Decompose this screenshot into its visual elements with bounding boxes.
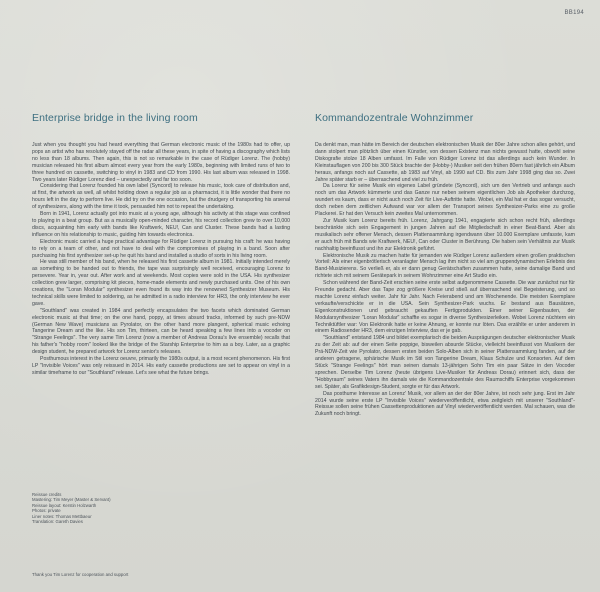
german-column [315,112,575,418]
reissue-credits [32,492,182,524]
thanks-line: Thank you Tim Lorenz for cooperation and support [32,572,129,577]
credit-line: Reissue credits [32,492,62,497]
german-paragraph: Zur Musik kam Lorenz bereits früh. Lorenz, Jahrgang 1941, engagierte sich schon recht früh, allerdings beschränkte sich sein Engagement in jungen Jahren auf die Mitgliedschaft in einer Beat-Band. Aber als musikalisch sehr offener Mensch, dessen Plattensammlung irgendwann über 10.000 Exemplare umfasste, kam er auch früh mit Bands wie Kraftwerk, NEU!, Can oder Cluster in Berührung. Die haben sein Verhältnis zur Musik nachhaltig beeinflusst und ihn zur Elektronik geführt. [315,217,575,252]
credit-line: Translation: Gareth Davies [32,519,83,525]
credit-line: Photos: private [32,508,61,514]
english-paragraph: "Southland" was created in 1984 and perfectly encapsulates the two facets which dominated German electronic music at that time; on the one hand, poppy, at times absurd tracks, informed by such pre-NDW (German New Wave) musicians as Pyrolator, on the other hand more plangent, spherical music echoing Tangerine Dream and the like. His son Tim, thirteen, can be heard speaking a few lines into a vocoder on "Strange Feelings". The very same Tim Lorenz (now a member of Andreas Dorau's live ensemble) recalls that his father's "hobby room" looked like the bridge of the Starship Enterprise to him as a boy. Later, as a graphic design student, he prepared artwork for Lorenz senior's releases. [32,307,290,356]
english-paragraph: Electronic music carried a huge practical advantage for Rüdiger Lorenz in pursuing his craft: he was having to rely on a team of other, and not have to deal with the compromises of playing in a band. Soon after purchasing his first synthesizer set-up he quit his band and installed a studio of sorts in his living room. [32,238,290,259]
english-paragraph: Considering that Lorenz founded his own label (Syncord) to release his music, took care of distribution and, at first, the artwork as well, all whilst holding down a regular job as a pharmacist, it is little wonder that there no hours left in the day to perform live. He did try on the one occasion, but the drudgery of transporting his arsenal of synthesizers, along with the time it took, persuaded him not to repeat the undertaking. [32,183,290,211]
catalog-number: BB194 [564,10,584,16]
german-paragraph: Elektronische Musik zu machen hatte für jemanden wie Rüdiger Lorenz außerdem einen großen praktischen Vorteil: Als einer eigenbrötlerisch veranlagter Mensch lag ihm nicht so viel am gruppendynamischen Erlebnis des Band-Musizierens. So verließ er, als er dann genug Gerätschaften zusammen hatte, seine damalige Band und richtete sich mit seinem Gerätepark in seinem Wohnzimmer eine Art Studio ein. [315,252,575,280]
english-body [32,142,290,377]
english-paragraph: Posthumous interest in the Lorenz oeuvre, primarily the 1980s output, is a most recent phenomenon. His first LP "Invisible Voices" was only reissued in 2014. His early cassette productions are set to appear on vinyl in a similar timeframe to our "Southland" release. Let's see what the future brings. [32,356,290,376]
credit-line: Reissue layout: Kerstin Holzwarth [32,502,97,508]
credit-line: Liner notes: Thomas Mettbaeur [32,513,92,519]
german-paragraph: Da Lorenz für seine Musik ein eigenes Label gründete (Syncord), sich um den Vertrieb und anfangs auch noch um das Artwork kümmerte und das Ganze nur neben seinem eigentlichen Job als Apotheker durchzog, wundert es kaum, dass er nicht auch noch Zeit für Live-Auftritte hatte. Wobei, ein Mal hat er das sogar versucht, doch neben dem zeitlichen Aufwand war vor allem der Transport seines Synthesizer-Parks eine zu große Plackerei. Er hat den Versuch kein zweites Mal unternommen. [315,183,575,218]
english-paragraph: He was still member of his band, when he released his first cassette album in 1981. Initially intended merely as something to be handed out to friends, the tape was surprisingly well received, encouraging Lorenz to persevere. Year in, year out. After work and at weekends. Most copies were sold in the USA. His synthesizer collection grew larger, comprising kit pieces, home-made elements and newly purchased units. One of his own creations, the "Loran Modular" synthesizer even found its way into the renowned Synthesizer Museum. His technical skills were limited to soldering, as he admitted in a radio interview for HR3, the only interview he ever gave. [32,259,290,307]
german-title: Kommandozentrale Wohnzimmer [315,112,474,124]
german-paragraph: Da denkt man, man hätte im Bereich der deutschen elektronischen Musik der 80er Jahre schon alles gehört, und dann stolpert man plötzlich über einen Künstler, von dessen Existenz man nichts gewusst hatte, obwohl seine Diskografie stolze 18 Alben umfasst. Im Falle von Rüdiger Lorenz ist das allerdings auch kein Wunder. In Kleinstauflagen von 200 bis 300 Stück brachte der (Hobby-) Musiker seit den frühen 80ern fast jährlich ein Album heraus, anfangs noch auf Cassette, ab 1983 auf Vinyl, ab 1990 auf CD. Bis zum Jahr 1998 ging das so. Zwei Jahre später starb er – überraschend und viel zu früh. [315,142,575,183]
german-paragraph: Schon während der Band-Zeit erschien seine erste selbst aufgenommene Cassette. Die war zunächst nur für Freunde gedacht. Aber das Tape zog größere Kreise und stieß auf überraschend viel Begeisterung, und so machte Lorenz einfach weiter. Jahr für Jahr. Nach Feierabend und am Wochenende. Die meisten Exemplare verkaufte/verschickte er in die USA. Sein Synthesizer-Park wuchs. Er bestand aus Bausätzen, Eigenkonstruktionen und gebraucht gekauften Fertigprodukten. Einer seiner Eigenbauten, der Modularsynthesizer "Loran Modular" schaffte es sogar in diverse Synthesizerleiken. Wobei Lorenz nüchtern ein Techniktüftler war: Von Elektronik hatte er keine Ahnung, er konnte nur löten. Das erzählte er unter anderem in einem Radiosender HR3, dem einzigen Interview, das er je gab. [315,280,575,335]
english-title: Enterprise bridge in the living room [32,112,198,124]
english-column [32,112,290,377]
english-paragraph: Born in 1941, Lorenz actually got into music at a young age, although his activity at this stage was confined to playing in a beat group. But as a musically open-minded character, his record collection grew to over 10,000 discs, acquainting him early with bands like Kraftwerk, NEU!, Can and Cluster. These bands had a lasting influence on his relationship to music, guiding him towards electronica. [32,211,290,238]
german-paragraph: Das posthume Interesse an Lorenz' Musik, vor allem an der der 80er Jahre, ist noch sehr jung. Erst im Jahr 2014 wurde seine erste LP "Invisible Voices" wiederveröffentlicht, etwa zeitgleich mit unserer "Southland"-Reissue sollen seine frühen Cassettenproduktionen auf Vinyl wiederveröffentlicht werden. Mal schauen, was die Zukunft noch bringt. [315,390,575,418]
german-body [315,142,575,418]
credit-line: Mastering: Tim Meyer (Master & Servant) [32,497,111,503]
german-paragraph: "Southland" entstand 1984 und bildet exemplarisch die beiden Ausprägungen deutscher elektronischer Musik zu der Zeit ab: auf der einen Seite poppige, bisweilen absurde Stücke, vielleicht beeinflusst von Musikern der Prä-NDW-Zeit wie Pyrolator, dessen ersten beiden Solo-Alben sich in seiner Plattensammlung fanden, auf der anderen getragene, sphärische Musik im Stil von Tangerine Dream, Klaus Schulze und Konsorten. Auf dem Stück "Strange Feelings" hört man seinen damals 13-jährigen Sohn Tim ein paar Sätze in den Vocoder sprechen. Derselbe Tim Lorenz (heute übrigens Live-Musiker für Andreas Dorau) erinnert sich, dass der "Hobbyraum" seines Vaters ihn damals wie die Kommandozentrale des Raumschiffs Enterprise vorgekommen sei. Später, als Grafikdesign-Student, sorgte er für das Artwork. [315,335,575,390]
english-paragraph: Just when you thought you had heard everything that German electronic music of the 1980s had to offer, up pops an artist who has resolutely stayed off the radar all these years, in spite of having a discography which lists no less than 18 albums. Then again, this is not so remarkable in the case of Rüdiger Lorenz. The (hobby) musician released his first album almost every year from the early 1980s, beginning with limited runs of two to three hundred on cassette, switching to vinyl in 1983 and CD from 1990. His last album was released in 1998. Two years later Rüdiger Lorenz died – unexpectedly and far too soon. [32,142,290,183]
